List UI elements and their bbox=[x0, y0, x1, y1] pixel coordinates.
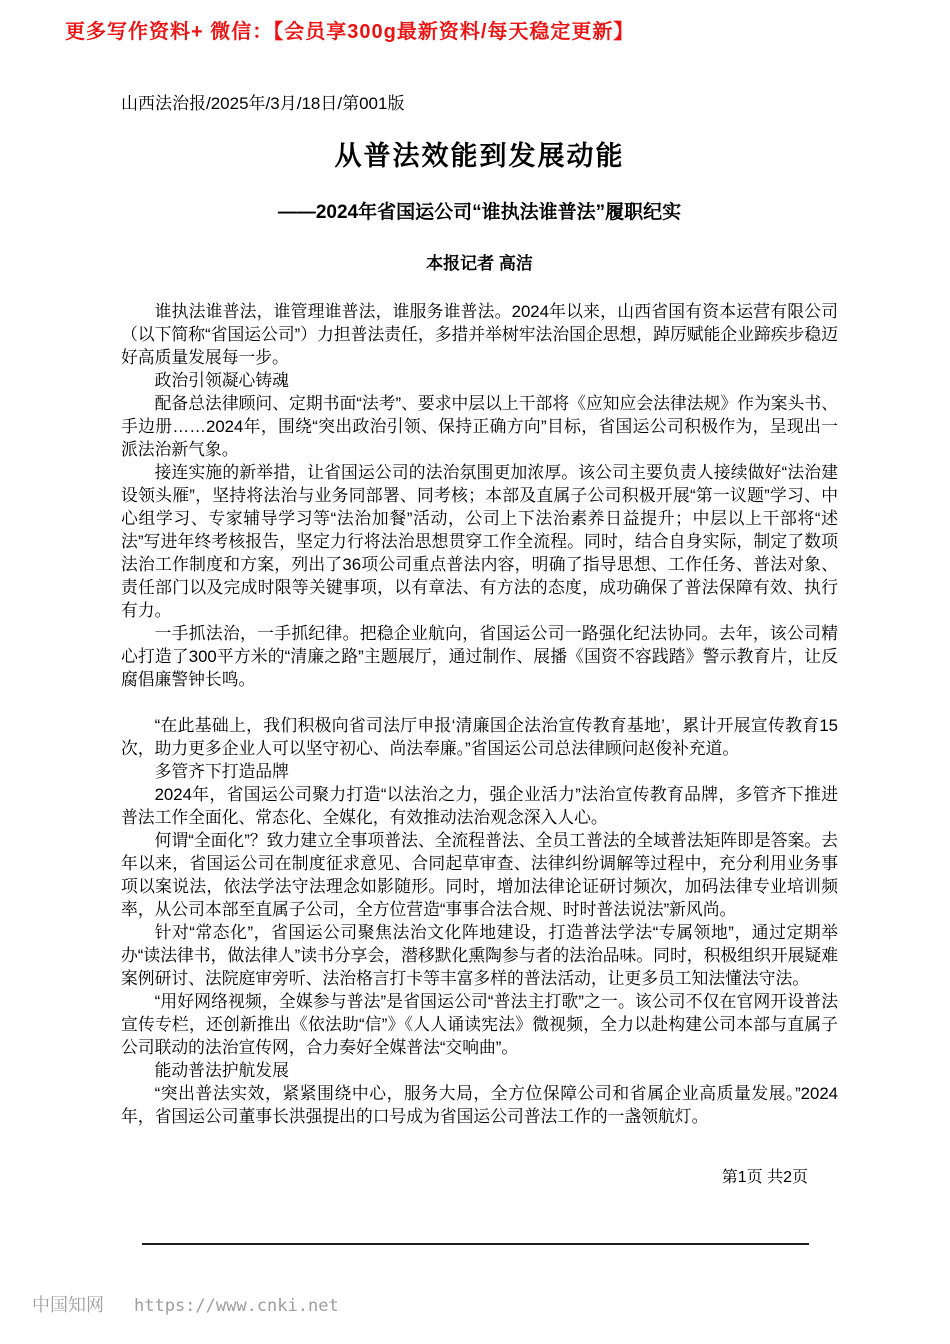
body-paragraph: 针对“常态化”，省国运公司聚焦法治文化阵地建设，打造普法学法“专属领地”，通过定期举办“读法律书，做法律人”读书分享会，潜移默化熏陶参与者的法治品味。同时，积极组织开展疑难案例研讨、法院庭审旁听、法治格言打卡等丰富多样的普法活动，让更多员工知法懂法守法。 bbox=[121, 923, 838, 988]
section-subhead: 多管齐下打造品牌 bbox=[154, 762, 289, 781]
body-paragraph: 谁执法谁普法，谁管理谁普法，谁服务谁普法。2024年以来，山西省国有资本运营有限公司（以下简称“省国运公司”）力担普法责任，多措并举树牢法治国企思想，踔厉赋能企业蹄疾步稳迈好高质量发展每一步。 bbox=[121, 302, 838, 367]
body-paragraph: 接连实施的新举措，让省国运公司的法治氛围更加浓厚。该公司主要负责人接续做好“法治建设领头雁”，坚持将法治与业务同部署、同考核；本部及直属子公司积极开展“第一议题”学习、中心组学习、专家辅导学习等“法治加餐”活动，公司上下法治素养日益提升；中层以上干部将“述法”写进年终考核报告，坚定力行将法治思想贯穿工作全流程。同时，结合自身实际，制定了数项法治工作制度和方案，列出了36项公司重点普法内容，明确了指导思想、工作任务、普法对象、责任部门以及完成时限等关键事项，以有章法、有方法的态度，成功确保了普法保障有效、执行有力。 bbox=[121, 463, 838, 620]
article-title: 从普法效能到发展动能 bbox=[334, 141, 625, 171]
body-paragraph: 一手抓法治，一手抓纪律。把稳企业航向，省国运公司一路强化纪法协同。去年，该公司精心打造了300平方米的“清廉之路”主题展厅，通过制作、展播《国资不容践踏》警示教育片，让反腐倡廉警钟长鸣。 bbox=[121, 624, 838, 689]
body-paragraph: 2024年，省国运公司聚力打造“以法治之力，强企业活力”法治宣传教育品牌，多管齐下推进普法工作全面化、常态化、全媒化，有效推动法治观念深入人心。 bbox=[121, 785, 838, 827]
body-paragraph: 何谓“全面化”？致力建立全事项普法、全流程普法、全员工普法的全域普法矩阵即是答案。去年以来，省国运公司在制度征求意见、合同起草审查、法律纠纷调解等过程中，充分利用业务事项以案说法，依法学法守法理念如影随形。同时，增加法律论证研讨频次，加码法律专业培训频率，从公司本部至直属子公司，全方位营造“事事合法合规、时时普法说法”新风尚。 bbox=[121, 831, 838, 919]
section-subhead: 政治引领凝心铸魂 bbox=[154, 371, 289, 390]
body-paragraph: 配备总法律顾问、定期书面“法考”、要求中层以上干部将《应知应会法律法规》作为案头书、手边册……2024年，围绕“突出政治引领、保持正确方向”目标，省国运公司积极作为，呈现出一派法治新气象。 bbox=[121, 394, 838, 459]
article-subtitle: ——2024年省国运公司“谁执法谁普法”履职纪实 bbox=[277, 202, 682, 223]
body-paragraph: “在此基础上，我们积极向省司法厅申报‘清廉国企法治宣传教育基地’，累计开展宣传教育15次，助力更多企业人可以坚守初心、尚法奉廉。”省国运公司总法律顾问赵俊补充道。 bbox=[121, 716, 838, 758]
body-paragraph: “用好网络视频，全媒参与普法”是省国运公司“普法主打歌”之一。该公司不仅在官网开设普法宣传专栏，还创新推出《依法助“信”》《人人诵读宪法》微视频，全力以赴构建公司本部与直属子公司联动的法治宣传网，合力奏好全媒普法“交响曲”。 bbox=[121, 992, 838, 1057]
cnki-logo-text: 中国知网 bbox=[32, 1295, 104, 1315]
body-paragraph: “突出普法实效，紧紧围绕中心，服务大局，全方位保障公司和省属企业高质量发展。”2024年，省国运公司董事长洪强提出的口号成为省国运公司普法工作的一盏领航灯。 bbox=[121, 1084, 838, 1126]
article-body bbox=[121, 300, 838, 1128]
cnki-url: https://www.cnki.net bbox=[134, 1296, 339, 1316]
footer-divider bbox=[142, 1243, 809, 1245]
source-line: 山西法治报/2025年/3月/18日/第001版 bbox=[121, 94, 405, 113]
paragraph-gap bbox=[121, 691, 838, 714]
section-subhead: 能动普法护航发展 bbox=[154, 1061, 289, 1080]
promo-banner: 更多写作资料+ 微信：【会员享300g最新资料/每天稳定更新】 bbox=[65, 21, 635, 43]
watermark bbox=[32, 1291, 339, 1317]
article bbox=[121, 0, 838, 1187]
article-author: 本报记者 高洁 bbox=[426, 254, 533, 273]
page-number: 第1页 共2页 bbox=[721, 1169, 808, 1186]
